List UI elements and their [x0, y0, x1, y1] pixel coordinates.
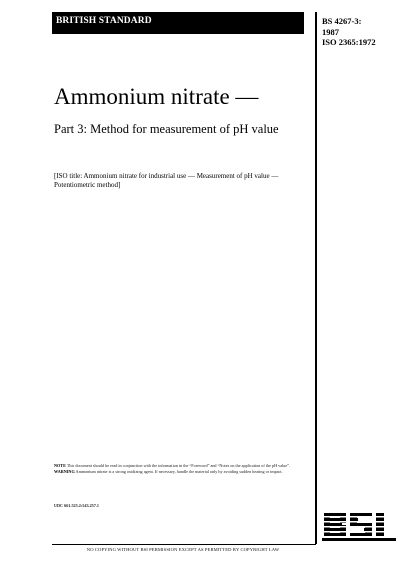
iso-number: ISO 2365:1972 [322, 37, 376, 47]
vertical-divider [315, 12, 317, 544]
warning-paragraph [54, 469, 312, 475]
brand-title: BRITISH STANDARD [56, 16, 152, 26]
warning-label: WARNING [54, 468, 75, 474]
document-title: Ammonium nitrate — [54, 84, 259, 109]
standard-number: BS 4267-3: [322, 16, 362, 26]
note-text: This document should be read in conjunction with the information in the “Foreword” and “Notes on the application of the pH value”. [66, 463, 291, 468]
bsi-logo-graphic [322, 510, 396, 542]
bsi-logo-icon [322, 510, 396, 542]
warning-text: Ammonium nitrate is a strong oxidizing agent. If necessary, handle the material only by avoiding sudden heating or impact. [75, 468, 283, 474]
iso-title: [ISO title: Ammonium nitrate for industrial use — Measurement of pH value — Potentiometric method] [54, 172, 279, 189]
copyright-notice: NO COPYING WITHOUT BSI PERMISSION EXCEPT AS PERMITTED BY COPYRIGHT LAW [86, 547, 280, 552]
header-band [52, 12, 304, 34]
standard-number-block [322, 16, 402, 48]
udc-code: UDC 661.525.2:543.257.1 [54, 503, 100, 508]
standard-year: 1987 [322, 26, 339, 37]
part-title: Part 3: Method for measurement of pH value [54, 122, 279, 136]
footer-rule [52, 544, 316, 545]
note-label: NOTE [54, 463, 66, 468]
notes-block [54, 463, 312, 474]
